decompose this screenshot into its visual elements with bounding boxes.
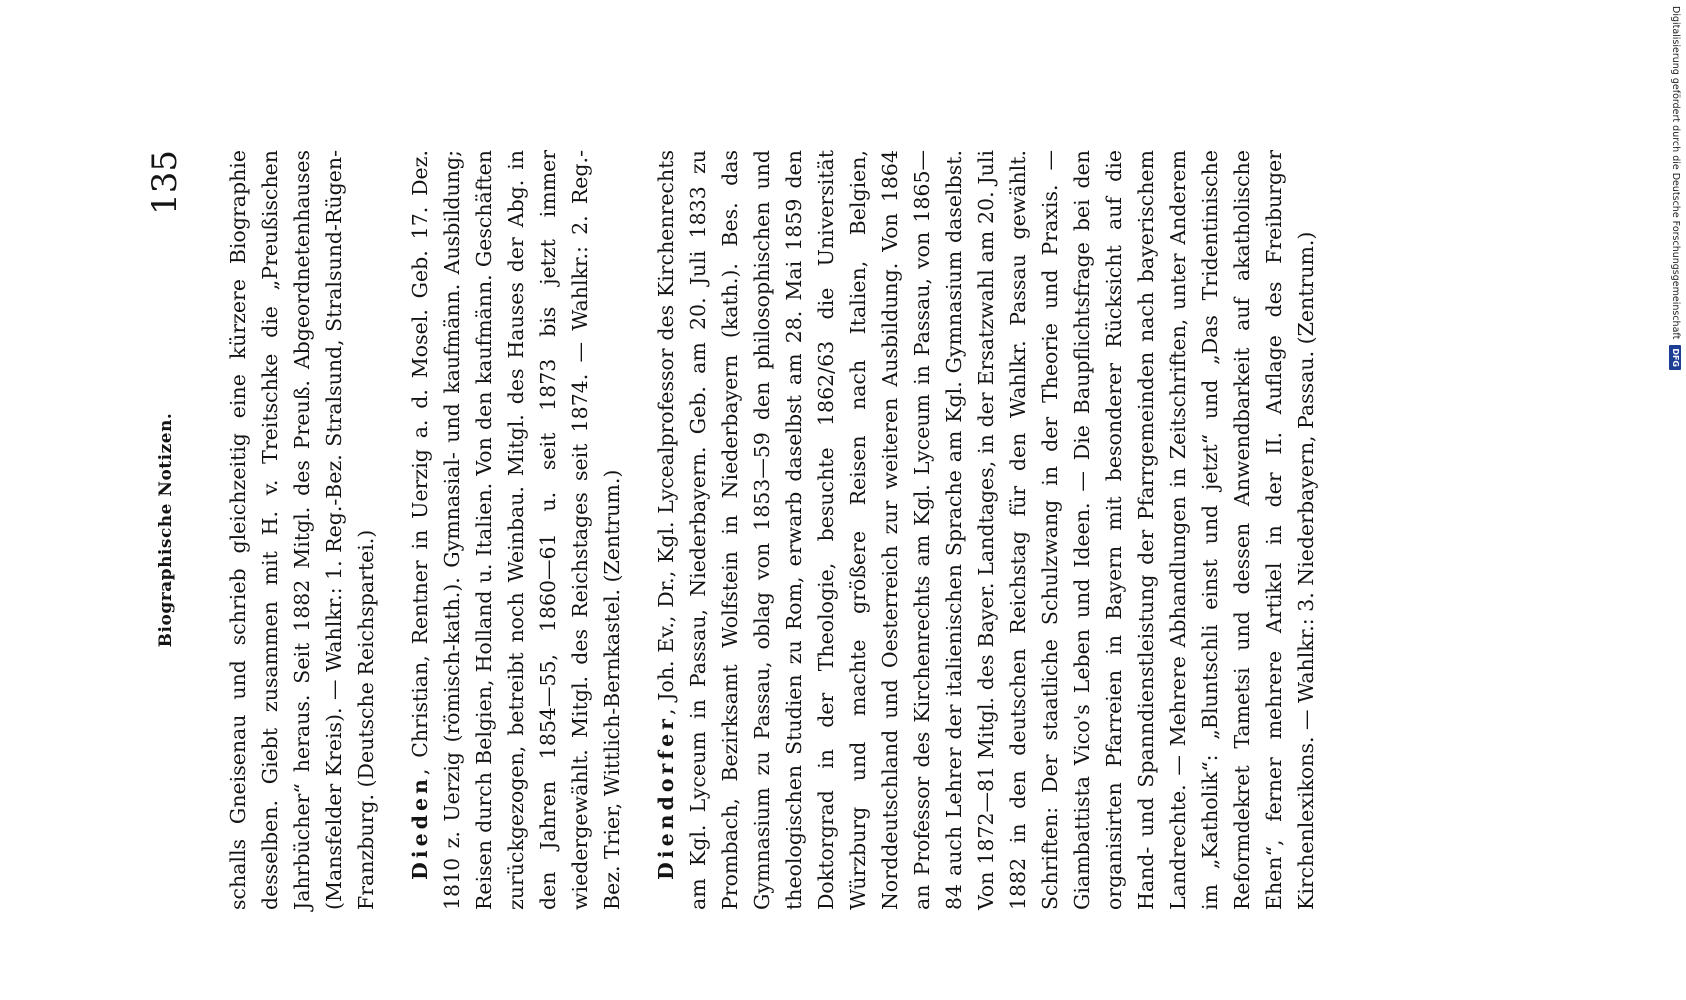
entry-continuation-text: schalls Gneisenau und schrieb gleichzeitig eine kürzere Biographie desselben. Giebt zusammen mit H. v. Treitschke die „Preußischen Jahrbücher“ heraus. Seit 1882 Mitgl. des Preuß. Abgeordnetenhauses (Mansfelder Kreis). — Wahlkr.: 1. Reg.-Bez. Stralsund, Stralsund-Rügen-Franzburg. (Deutsche Reichspartei.) bbox=[226, 150, 378, 910]
rotated-book-page bbox=[145, 150, 1318, 910]
entry-dieden bbox=[404, 150, 628, 910]
dfg-credit-text: Digitalisierung gefördert durch die Deutsche Forschungsgemeinschaft bbox=[1670, 6, 1681, 340]
dfg-credit bbox=[1668, 6, 1682, 386]
dfg-credit-rotated bbox=[1668, 6, 1682, 386]
entry-diendorfer bbox=[650, 150, 1322, 910]
entry-dieden-name: Dieden bbox=[408, 775, 432, 880]
entry-diendorfer-name: Diendorfer bbox=[654, 715, 678, 880]
entry-continuation bbox=[222, 150, 382, 910]
running-head: Biographische Notizen. bbox=[156, 412, 176, 648]
page-number: 135 bbox=[145, 150, 185, 215]
entry-diendorfer-text: , Joh. Ev., Dr., Kgl. Lycealprofessor des Kirchenrechts am Kgl. Lyceum in Passau, Niederbayern. Geb. am 20. Juli 1833 zu Prombach, Bezirksamt Wolfstein in Niederbayern (kath.). Bes. das Gymnasium zu Passau, oblag von 1853—59 den philosophischen und theologischen Studien zu Rom, erwarb daselbst am 28. Mai 1859 den Doktorgrad in der Theologie, besuchte 1862/63 die Universität Würzburg und machte größere Reisen nach Italien, Belgien, Norddeutschland und Oesterreich zur weiteren Ausbildung. Von 1864 an Professor des Kirchenrechts am Kgl. Lyceum in Passau, von 1865—84 auch Lehrer der italienischen Sprache am Kgl. Gymnasium daselbst. Von 1872—81 Mitgl. des Bayer. Landtages, in der Ersatzwahl am 20. Juli 1882 in den deutschen Reichstag für den Wahlkr. Passau gewählt. Schriften: Der staatliche Schulzwang in der Theorie und Praxis. — Giambattista Vico's Leben und Ideen. — Die Baupflichtsfrage bei den organisirten Pfarreien in Bayern mit besonderer Rücksicht auf die Hand- und Spanndienstleistung der Pfarrgemeinden nach bayerischem Landrechte. — Mehrere Abhandlungen in Zeitschriften, unter Anderem im „Katholik“: „Bluntschli einst und jetzt“ und „Das Tridentinische Reformdekret Tametsi und dessen Anwendbarkeit auf akatholische Ehen“, ferner mehrere Artikel in der II. Auflage des Freiburger Kirchenlexikons. — Wahlkr.: 3. Niederbayern, Passau. (Zentrum.) bbox=[654, 150, 1318, 910]
page-header bbox=[145, 150, 222, 910]
entry-dieden-text: , Christian, Rentner in Uerzig a. d. Mosel. Geb. 17. Dez. 1810 z. Uerzig (römisch-kath.). Gymnasial- und kaufmänn. Ausbildung; Reisen durch Belgien, Holland u. Italien. Von den kaufmänn. Geschäften zurückgezogen, betreibt noch Weinbau. Mitgl. des Hauses der Abg. in den Jahren 1854—55, 1860—61 u. seit 1873 bis jetzt immer wiedergewählt. Mitgl. des Reichstages seit 1874. — Wahlkr.: 2. Reg.-Bez. Trier, Wittlich-Bernkastel. (Zentrum.) bbox=[408, 150, 624, 910]
dfg-logo: DFG bbox=[1669, 345, 1681, 370]
entry-dieden-paragraph bbox=[404, 150, 628, 910]
entry-diendorfer-paragraph bbox=[650, 150, 1322, 910]
